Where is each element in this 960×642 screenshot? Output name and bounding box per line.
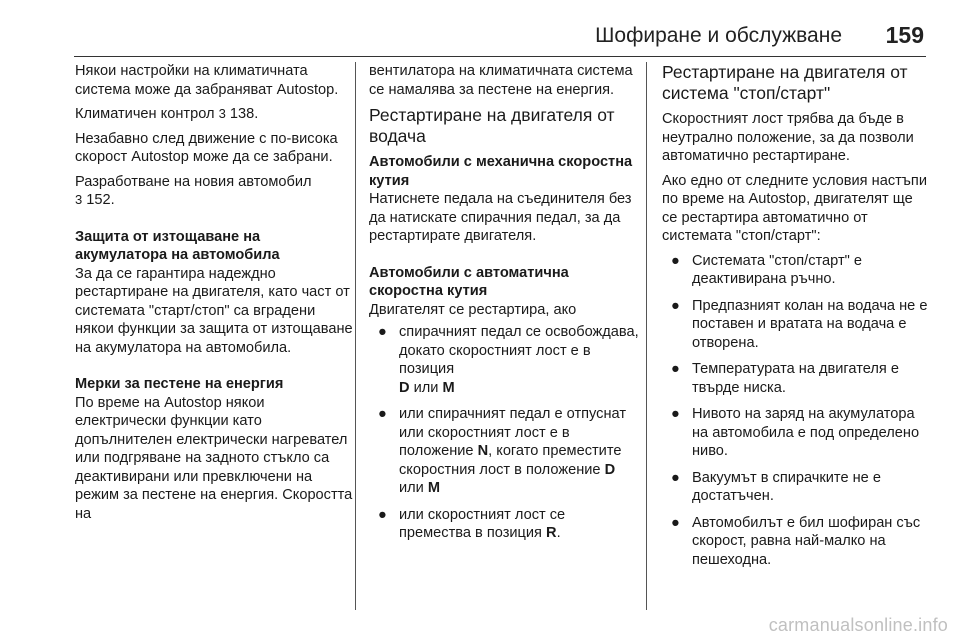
bullet-icon: ● — [671, 406, 680, 422]
page-number: 159 — [885, 22, 924, 48]
auto-restart-conditions-list — [662, 252, 932, 570]
page-ref-link[interactable]: 152. — [86, 192, 115, 208]
paragraph-climate-ref: Климатичен контрол 3 138. — [75, 106, 259, 122]
paragraph: вентилатора на климатичната система се намалява за пестене на енергия. — [369, 63, 633, 98]
column-divider-2 — [646, 62, 647, 610]
column-1 — [75, 62, 353, 529]
paragraph: Скоростният лост трябва да бъде в неутрално положение, за да позволи автоматично рестартиране. — [662, 111, 914, 164]
bullet-icon: ● — [671, 469, 680, 486]
page-ref-arrow-icon: 3 — [75, 192, 83, 207]
subheading-automatic-gearbox: Автомобили с автоматична скоростна кутия — [369, 264, 569, 299]
column-3 — [662, 62, 932, 577]
page-header — [0, 0, 960, 52]
section-title: Шофиране и обслужване — [595, 24, 842, 47]
paragraph: Незабавно след движение с по-висока скорост Autostop може да се забрани. — [75, 130, 338, 165]
header-divider — [74, 56, 926, 57]
bullet-icon: ● — [378, 406, 387, 422]
paragraph: Натиснете педала на съединителя без да натискате спирачния педал, за да рестартирате двигателя. — [369, 191, 632, 244]
paragraph: Двигателят се рестартира, ако — [369, 301, 577, 318]
heading-driver-restart: Рестартиране на двигателя от водача — [369, 105, 615, 146]
list-item: ● Нивото на заряд на акумулатора на автомобила е под определено ниво. — [671, 406, 920, 459]
bullet-icon: ● — [671, 297, 680, 314]
paragraph: Някои настройки на климатичната система може да забраняват Autostop. — [75, 63, 339, 98]
bullet-icon: ● — [378, 324, 387, 340]
subheading-manual-gearbox: Автомобили с механична скоростна кутия — [369, 154, 633, 189]
bullet-icon: ● — [671, 361, 680, 377]
list-item: ● или спирачният педал е отпуснат или скоростният лост е в положение N, когато преместите скоростния лост в положение D или M — [378, 406, 627, 496]
list-item: ● спирачният педал се освобождава, докато скоростният лост е в позиция D или M — [378, 324, 639, 396]
column-divider-1 — [355, 62, 356, 610]
column-2 — [369, 62, 639, 551]
restart-conditions-list — [369, 323, 639, 543]
paragraph: Ако едно от следните условия настъпи по време на Autostop, двигателят ще се рестартира автоматично от системата "стоп/старт": — [662, 172, 927, 244]
list-item: ● Системата "стоп/старт" е деактивирана ръчно. — [671, 252, 862, 287]
bullet-icon: ● — [671, 252, 680, 269]
bullet-icon: ● — [671, 514, 680, 531]
list-item: ● Автомобилът е бил шофиран със скорост, равна най-малко на пешеходна. — [671, 514, 921, 568]
list-item: ● или скоростният лост се премества в позиция R. — [378, 506, 566, 541]
paragraph: По време на Autostop някои електрически функции като допълнителен електрически нагревател или подгряване на задното стъкло са деактивирани или превключени на режим за пестене на енергия. Скоростта на — [75, 394, 353, 522]
paragraph: За да се гарантира надеждно рестартиране на двигателя, като част от системата "старт/стоп" са вградени някои функции за защита от изтощаване на акумулатора на автомобила. — [75, 265, 353, 356]
watermark: carmanualsonline.info — [768, 615, 948, 635]
list-item: ● Температурата на двигателя е твърде ниска. — [671, 361, 899, 396]
heading-system-restart: Рестартиране на двигателя от система "стоп/старт" — [662, 62, 908, 103]
subheading-battery-protection: Защита от изтощаване на акумулатора на автомобила — [75, 228, 280, 263]
page-ref-link[interactable]: 138. — [229, 106, 259, 122]
page-ref-arrow-icon: 3 — [218, 106, 226, 121]
subheading-energy-saving: Мерки за пестене на енергия — [75, 376, 284, 392]
list-item: ● Вакуумът в спирачките не е достатъчен. — [671, 469, 881, 504]
bullet-icon: ● — [378, 506, 387, 523]
list-item: ● Предпазният колан на водача не е поставен и вратата на водача е отворена. — [671, 297, 928, 351]
paragraph-breakin-ref: Разработване на новия автомобил 3 152. — [75, 173, 312, 208]
